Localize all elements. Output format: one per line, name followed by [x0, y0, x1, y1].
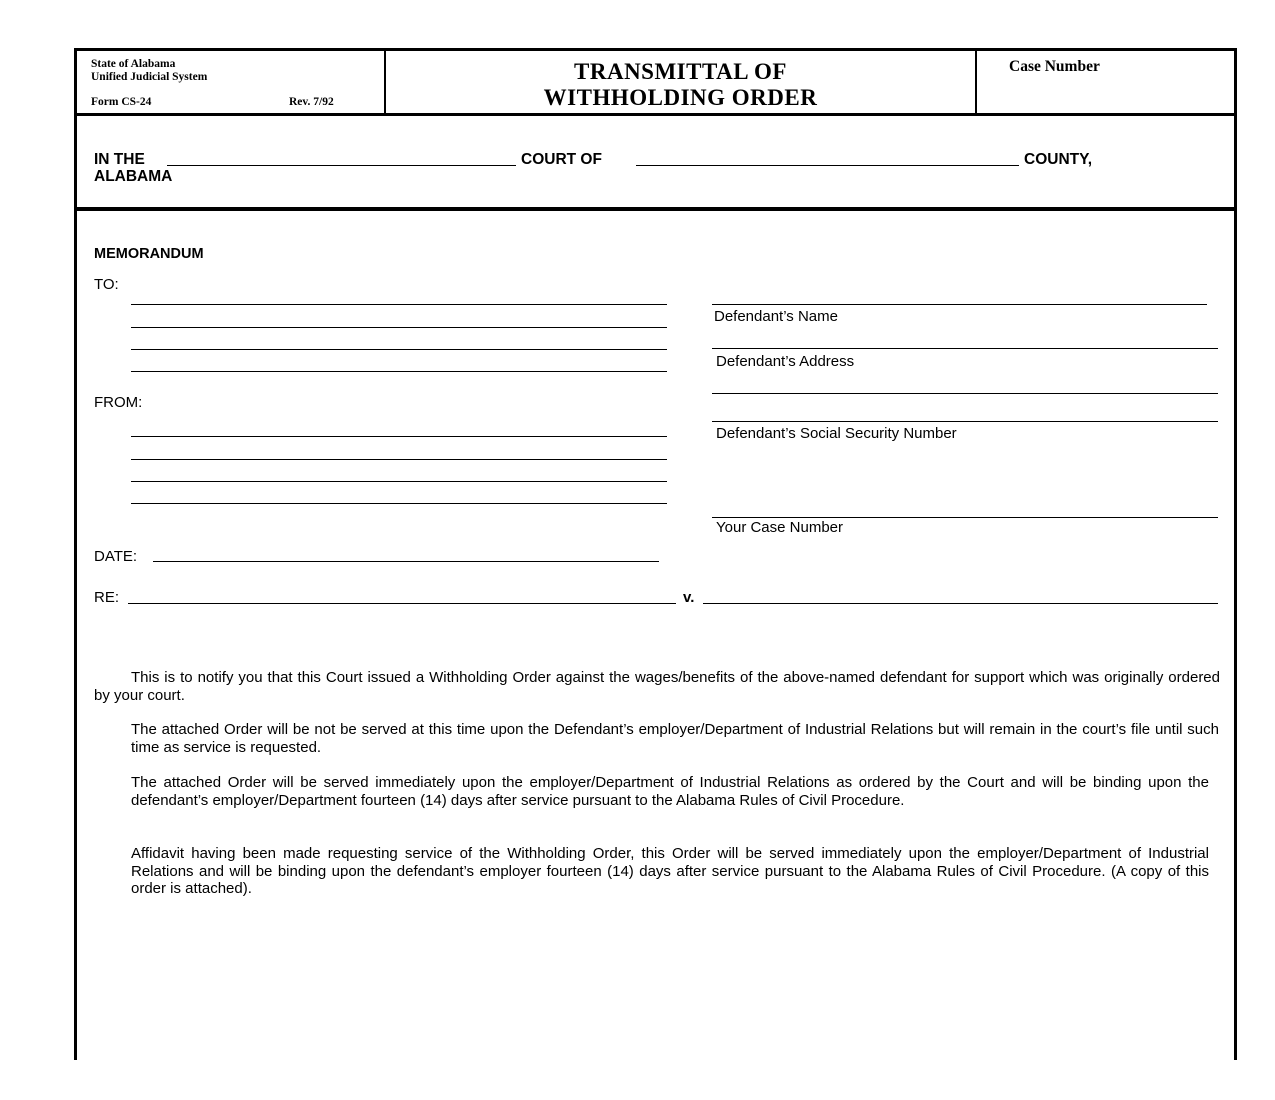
defendant-name-label: Defendant’s Name: [714, 308, 838, 325]
title-line-2: WITHHOLDING ORDER: [543, 85, 818, 110]
case-number-label: Case Number: [1009, 58, 1100, 75]
versus-label: v.: [683, 589, 695, 606]
option-2-checkbox[interactable]: [94, 774, 134, 792]
defendant-ssn-field[interactable]: [712, 421, 1218, 422]
to-line-4[interactable]: [131, 371, 667, 372]
court-of-label: COURT OF: [521, 151, 602, 168]
header-divider: [74, 113, 1237, 116]
option-2-text: The attached Order will be served immediately upon the employer/Department of Industrial Relations as ordered by the Court and will be binding upon the defendant’s employer/Department fourteen (14) days after service pursuant to the Alabama Rules of Civil Procedure.: [131, 774, 1209, 809]
re-plaintiff-field[interactable]: [128, 603, 676, 604]
title-line-1: TRANSMITTAL OF: [574, 59, 787, 84]
defendant-address-field[interactable]: [712, 348, 1218, 349]
court-name-field[interactable]: [167, 165, 516, 166]
defendant-name-field[interactable]: [712, 304, 1207, 305]
defendant-ssn-label: Defendant’s Social Security Number: [716, 425, 957, 442]
re-label: RE:: [94, 589, 120, 606]
header-col-divider-2: [975, 50, 977, 114]
your-case-number-field[interactable]: [712, 517, 1218, 518]
form-issuer: [91, 58, 207, 84]
form-border-left: [74, 48, 77, 1060]
system-label: Unified Judicial System: [91, 71, 208, 83]
memorandum-heading: MEMORANDUM: [94, 246, 204, 262]
option-1-text: The attached Order will be not be served at this time upon the Defendant’s employer/Department of Industrial Relations but will remain in the court’s file until such time as service is requested.: [131, 721, 1219, 756]
re-defendant-field[interactable]: [703, 603, 1218, 604]
to-line-1[interactable]: [131, 304, 667, 305]
from-line-1[interactable]: [131, 436, 667, 437]
state-alabama-label: ALABAMA: [94, 168, 173, 185]
your-case-number-label: Your Case Number: [716, 519, 844, 536]
county-label: COUNTY,: [1024, 151, 1093, 168]
state-label: State of Alabama: [91, 58, 176, 70]
date-label: DATE:: [94, 548, 138, 565]
form-title: [386, 59, 975, 111]
defendant-address-line-2[interactable]: [712, 393, 1218, 394]
notice-paragraph: This is to notify you that this Court issued a Withholding Order against the wages/benefits of the above-named defendant for support which was originally ordered by your court.: [94, 669, 1220, 704]
form-border-top: [74, 48, 1237, 51]
date-field[interactable]: [153, 561, 659, 562]
case-number-field[interactable]: [980, 78, 1230, 110]
from-label: FROM:: [94, 394, 143, 411]
to-line-2[interactable]: [131, 327, 667, 328]
form-revision: Rev. 7/92: [289, 96, 334, 108]
option-1-checkbox[interactable]: [94, 721, 134, 739]
to-label: TO:: [94, 276, 119, 293]
option-3-text: Affidavit having been made requesting service of the Withholding Order, this Order will be served immediately upon the employer/Department of Industrial Relations and will be binding upon the defendant’s employer fourteen (14) days after service pursuant to the Alabama Rules of Civil Procedure. (A copy of this order is attached).: [131, 845, 1209, 897]
form-number: Form CS-24: [91, 96, 152, 108]
defendant-address-label: Defendant’s Address: [716, 353, 855, 370]
county-name-field[interactable]: [636, 165, 1019, 166]
from-line-2[interactable]: [131, 459, 667, 460]
from-line-3[interactable]: [131, 481, 667, 482]
option-3-checkbox[interactable]: [94, 845, 134, 863]
to-line-3[interactable]: [131, 349, 667, 350]
form-border-right: [1234, 48, 1237, 1060]
in-the-label: IN THE: [94, 151, 145, 168]
from-line-4[interactable]: [131, 503, 667, 504]
court-divider: [74, 207, 1237, 211]
